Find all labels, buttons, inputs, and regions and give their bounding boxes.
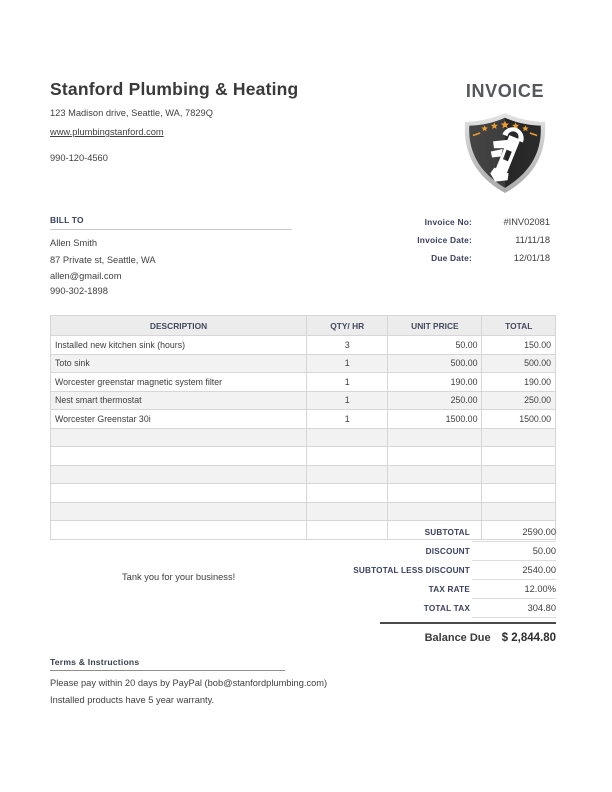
empty-cell	[482, 502, 556, 521]
shield-wrench-icon	[454, 108, 556, 198]
empty-cell	[388, 465, 482, 484]
subtotal-less-discount-row	[320, 565, 556, 580]
terms-line-warranty: Installed products have 5 year warranty.	[50, 695, 215, 705]
total-tax-label: TOTAL TAX	[423, 604, 470, 613]
total-tax-row	[320, 603, 556, 618]
item-description: Worcester greenstar magnetic system filter	[51, 373, 307, 392]
due-date-row	[352, 253, 550, 263]
tax-rate-value: 12.00%	[472, 584, 556, 599]
item-total: 500.00	[482, 354, 556, 373]
empty-cell	[307, 465, 388, 484]
customer-email: allen@gmail.com	[50, 271, 122, 281]
subtotal-less-discount-value: 2540.00	[472, 565, 556, 580]
customer-phone: 990-302-1898	[50, 286, 108, 296]
empty-cell	[388, 484, 482, 503]
terms-section	[50, 657, 520, 705]
empty-cell	[51, 484, 307, 503]
invoice-number-label: Invoice No:	[424, 217, 472, 227]
empty-cell	[51, 502, 307, 521]
table-row	[51, 410, 556, 429]
thank-you-note: Tank you for your business!	[122, 572, 236, 582]
item-description: Nest smart thermostat	[51, 391, 307, 410]
invoice-header	[448, 81, 562, 203]
due-date-value: 12/01/18	[513, 253, 550, 263]
totals-section	[320, 527, 556, 644]
table-row-empty	[51, 447, 556, 466]
invoice-date-value: 11/11/18	[515, 235, 550, 245]
item-qty: 1	[307, 354, 388, 373]
bill-to-section	[50, 215, 292, 296]
customer-address: 87 Private st, Seattle, WA	[50, 255, 156, 265]
bill-to-label: BILL TO	[50, 215, 292, 230]
subtotal-less-discount-label: SUBTOTAL LESS DISCOUNT	[353, 566, 470, 575]
empty-cell	[51, 428, 307, 447]
tax-rate-row	[320, 584, 556, 599]
empty-cell	[388, 428, 482, 447]
item-description: Worcester Greenstar 30i	[51, 410, 307, 429]
company-address: 123 Madison drive, Seattle, WA, 7829Q	[50, 108, 213, 118]
item-unit-price: 500.00	[388, 354, 482, 373]
items-table	[50, 315, 556, 540]
empty-cell	[307, 484, 388, 503]
table-row	[51, 336, 556, 355]
invoice-number-row	[352, 217, 550, 227]
col-header-description: DESCRIPTION	[51, 316, 307, 336]
company-website-link[interactable]: www.plumbingstanford.com	[50, 127, 164, 137]
invoice-date-row	[352, 235, 550, 245]
table-row-empty	[51, 484, 556, 503]
subtotal-value: 2590.00	[472, 527, 556, 542]
discount-row	[320, 546, 556, 561]
balance-due-row	[380, 622, 556, 644]
item-qty: 1	[307, 373, 388, 392]
company-header	[50, 79, 298, 163]
empty-cell	[388, 502, 482, 521]
table-row-empty	[51, 502, 556, 521]
table-row-empty	[51, 465, 556, 484]
company-phone: 990-120-4560	[50, 153, 108, 163]
item-qty: 1	[307, 391, 388, 410]
empty-cell	[482, 447, 556, 466]
invoice-number-value: #INV02081	[503, 217, 550, 227]
discount-value: 50.00	[472, 546, 556, 561]
item-qty: 1	[307, 410, 388, 429]
empty-cell	[307, 502, 388, 521]
item-total: 250.00	[482, 391, 556, 410]
discount-label: DISCOUNT	[425, 547, 470, 556]
table-row-empty	[51, 428, 556, 447]
item-unit-price: 50.00	[388, 336, 482, 355]
col-header-unit-price: UNIT PRICE	[388, 316, 482, 336]
item-unit-price: 250.00	[388, 391, 482, 410]
invoice-meta	[352, 217, 550, 271]
item-total: 150.00	[482, 336, 556, 355]
customer-name: Allen Smith	[50, 238, 98, 248]
empty-cell	[388, 447, 482, 466]
col-header-qty-hr: QTY/ HR	[307, 316, 388, 336]
item-qty: 3	[307, 336, 388, 355]
empty-cell	[307, 428, 388, 447]
company-name: Stanford Plumbing & Heating	[50, 79, 299, 99]
total-tax-value: 304.80	[472, 603, 556, 618]
company-logo	[448, 108, 562, 203]
invoice-title: INVOICE	[465, 81, 545, 101]
col-header-total: TOTAL	[482, 316, 556, 336]
table-row	[51, 354, 556, 373]
empty-cell	[482, 428, 556, 447]
item-total: 190.00	[482, 373, 556, 392]
item-description: Toto sink	[51, 354, 307, 373]
due-date-label: Due Date:	[431, 253, 472, 263]
subtotal-row	[320, 527, 556, 542]
table-row	[51, 373, 556, 392]
table-row	[51, 391, 556, 410]
terms-heading: Terms & Instructions	[50, 657, 285, 671]
balance-due-value: $ 2,844.80	[501, 632, 556, 644]
empty-cell	[51, 447, 307, 466]
balance-due-label: Balance Due	[424, 632, 491, 644]
item-total: 1500.00	[482, 410, 556, 429]
table-header-row	[51, 316, 556, 336]
subtotal-label: SUBTOTAL	[424, 528, 470, 537]
invoice-date-label: Invoice Date:	[417, 235, 472, 245]
tax-rate-label: TAX RATE	[428, 585, 470, 594]
terms-line-payment: Please pay within 20 days by PayPal (bob@stanfordplumbing.com)	[50, 678, 328, 688]
empty-cell	[307, 447, 388, 466]
empty-cell	[482, 465, 556, 484]
empty-cell	[51, 521, 307, 540]
item-unit-price: 1500.00	[388, 410, 482, 429]
empty-cell	[51, 465, 307, 484]
item-unit-price: 190.00	[388, 373, 482, 392]
item-description: Installed new kitchen sink (hours)	[51, 336, 307, 355]
empty-cell	[482, 484, 556, 503]
